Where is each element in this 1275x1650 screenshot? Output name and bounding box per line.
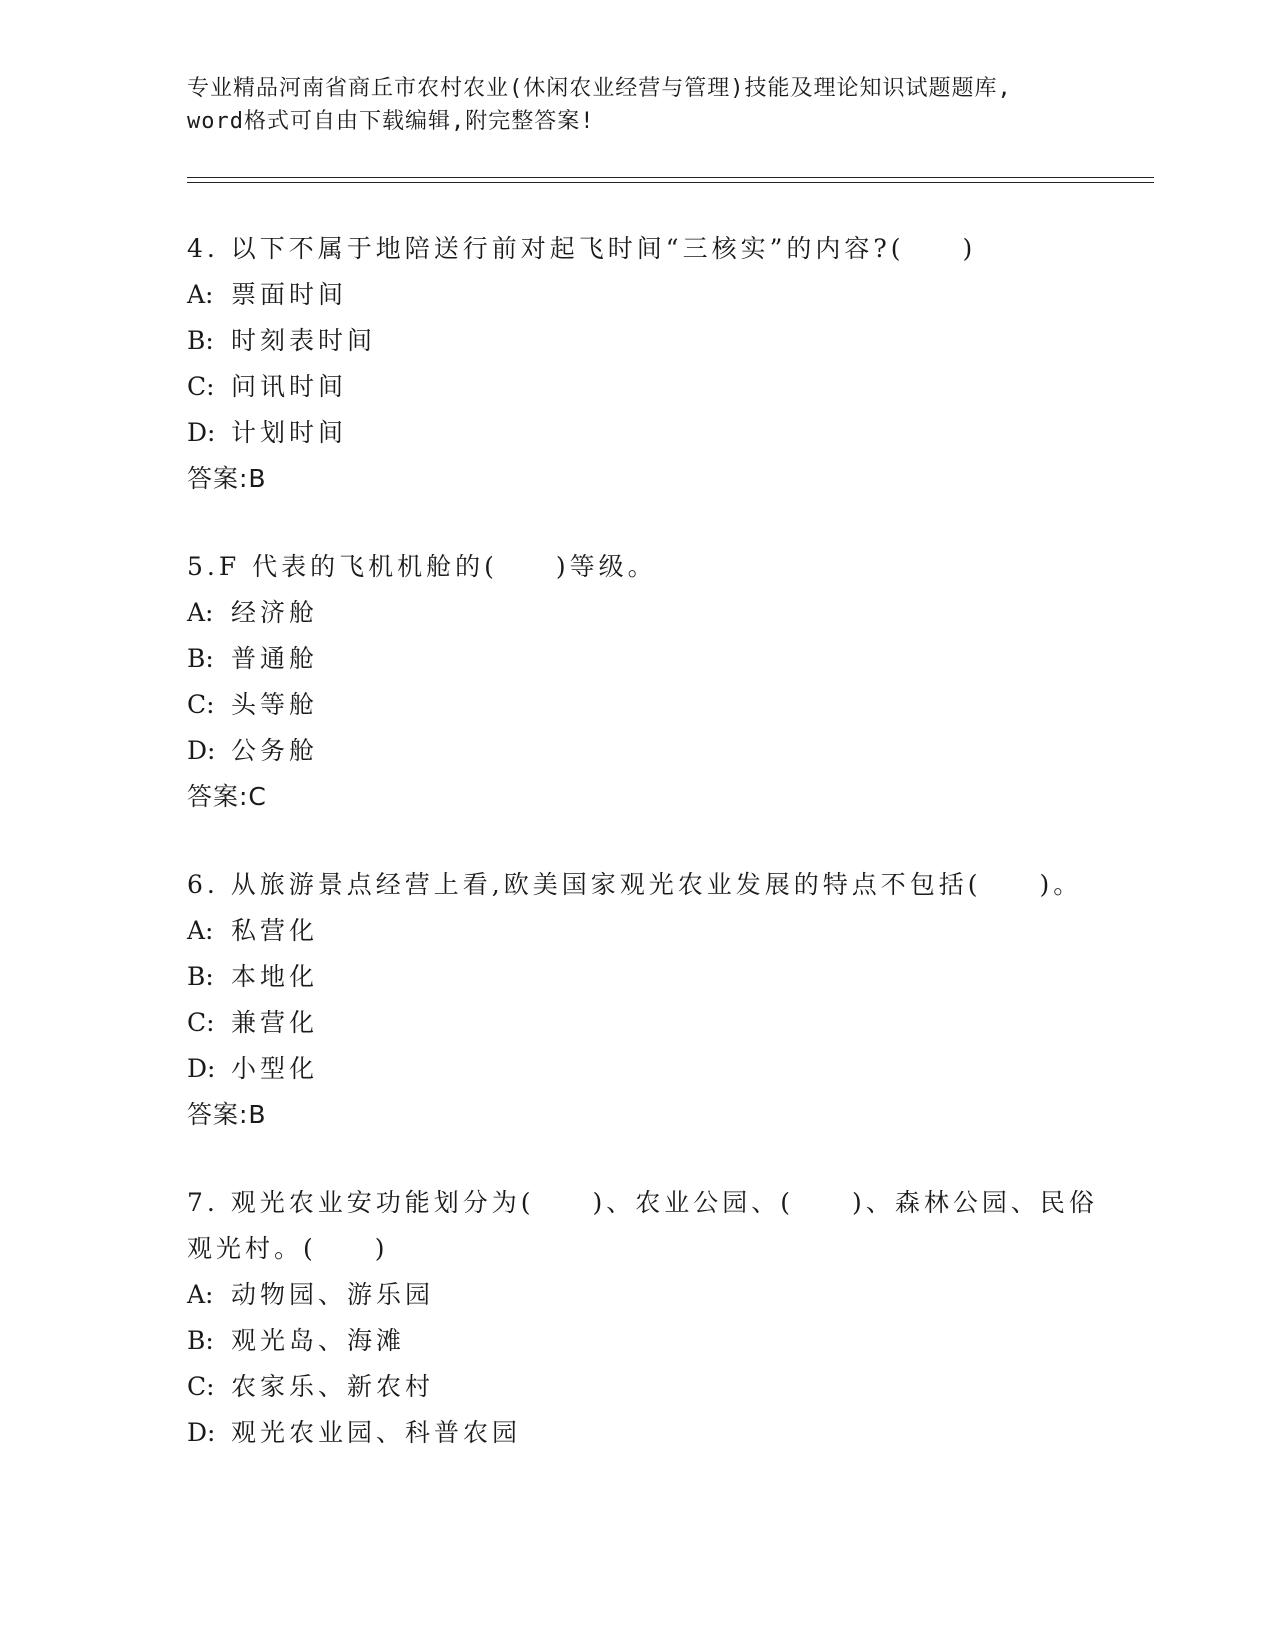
option-label: A: bbox=[187, 280, 214, 309]
option-b bbox=[187, 954, 1107, 1000]
header-line-2: word格式可自由下载编辑,附完整答案! bbox=[187, 109, 595, 134]
option-d bbox=[187, 1410, 1107, 1456]
option-a bbox=[187, 908, 1107, 954]
option-c bbox=[187, 1000, 1107, 1046]
option-text: 兼营化 bbox=[231, 1008, 319, 1037]
answer: 答案:B bbox=[187, 464, 267, 493]
option-label: A: bbox=[187, 598, 214, 627]
question-4 bbox=[187, 226, 1107, 502]
option-a bbox=[187, 272, 1107, 318]
question-7 bbox=[187, 1180, 1107, 1456]
option-b bbox=[187, 318, 1107, 364]
option-label: D: bbox=[187, 736, 216, 765]
header-line-1: 专业精品河南省商丘市农村农业(休闲农业经营与管理)技能及理论知识试题题库, bbox=[187, 76, 1012, 101]
option-text: 时刻表时间 bbox=[231, 326, 377, 355]
option-text: 问讯时间 bbox=[231, 372, 348, 401]
option-text: 小型化 bbox=[231, 1054, 319, 1083]
option-label: C: bbox=[187, 690, 215, 719]
option-b bbox=[187, 1318, 1107, 1364]
option-d bbox=[187, 1046, 1107, 1092]
option-a bbox=[187, 590, 1107, 636]
option-label: C: bbox=[187, 1372, 215, 1401]
option-c bbox=[187, 364, 1107, 410]
option-text: 观光农业园、科普农园 bbox=[231, 1418, 522, 1447]
option-text: 票面时间 bbox=[231, 280, 348, 309]
answer: 答案:B bbox=[187, 1100, 267, 1129]
option-label: B: bbox=[187, 326, 214, 355]
option-b bbox=[187, 636, 1107, 682]
option-text: 经济舱 bbox=[231, 598, 319, 627]
header-divider-bottom bbox=[187, 182, 1154, 183]
option-label: D: bbox=[187, 1054, 216, 1083]
option-text: 私营化 bbox=[231, 916, 319, 945]
option-d bbox=[187, 410, 1107, 456]
option-label: B: bbox=[187, 1326, 214, 1355]
option-text: 农家乐、新农村 bbox=[231, 1372, 435, 1401]
question-text: 5.F 代表的飞机机舱的( )等级。 bbox=[187, 552, 657, 581]
option-text: 计划时间 bbox=[231, 418, 348, 447]
answer: 答案:C bbox=[187, 782, 267, 811]
option-text: 动物园、游乐园 bbox=[231, 1280, 435, 1309]
question-6 bbox=[187, 862, 1107, 1138]
question-5 bbox=[187, 544, 1107, 820]
option-text: 公务舱 bbox=[231, 736, 319, 765]
option-text: 头等舱 bbox=[231, 690, 319, 719]
option-label: C: bbox=[187, 372, 215, 401]
question-text: 7. 观光农业安功能划分为( )、农业公园、( )、森林公园、民俗观光村。( ) bbox=[187, 1188, 1098, 1263]
option-label: D: bbox=[187, 1418, 216, 1447]
option-text: 观光岛、海滩 bbox=[231, 1326, 406, 1355]
option-label: A: bbox=[187, 916, 214, 945]
option-c bbox=[187, 682, 1107, 728]
question-text: 6. 从旅游景点经营上看,欧美国家观光农业发展的特点不包括( )。 bbox=[187, 870, 1083, 899]
option-text: 普通舱 bbox=[231, 644, 319, 673]
option-label: B: bbox=[187, 962, 214, 991]
option-text: 本地化 bbox=[231, 962, 319, 991]
option-a bbox=[187, 1272, 1107, 1318]
option-label: C: bbox=[187, 1008, 215, 1037]
option-label: B: bbox=[187, 644, 214, 673]
option-label: A: bbox=[187, 1280, 214, 1309]
option-d bbox=[187, 728, 1107, 774]
option-c bbox=[187, 1364, 1107, 1410]
document-header bbox=[187, 72, 1107, 138]
option-label: D: bbox=[187, 418, 216, 447]
question-text: 4. 以下不属于地陪送行前对起飞时间“三核实”的内容?( ) bbox=[187, 234, 977, 263]
header-divider-top bbox=[187, 177, 1154, 178]
